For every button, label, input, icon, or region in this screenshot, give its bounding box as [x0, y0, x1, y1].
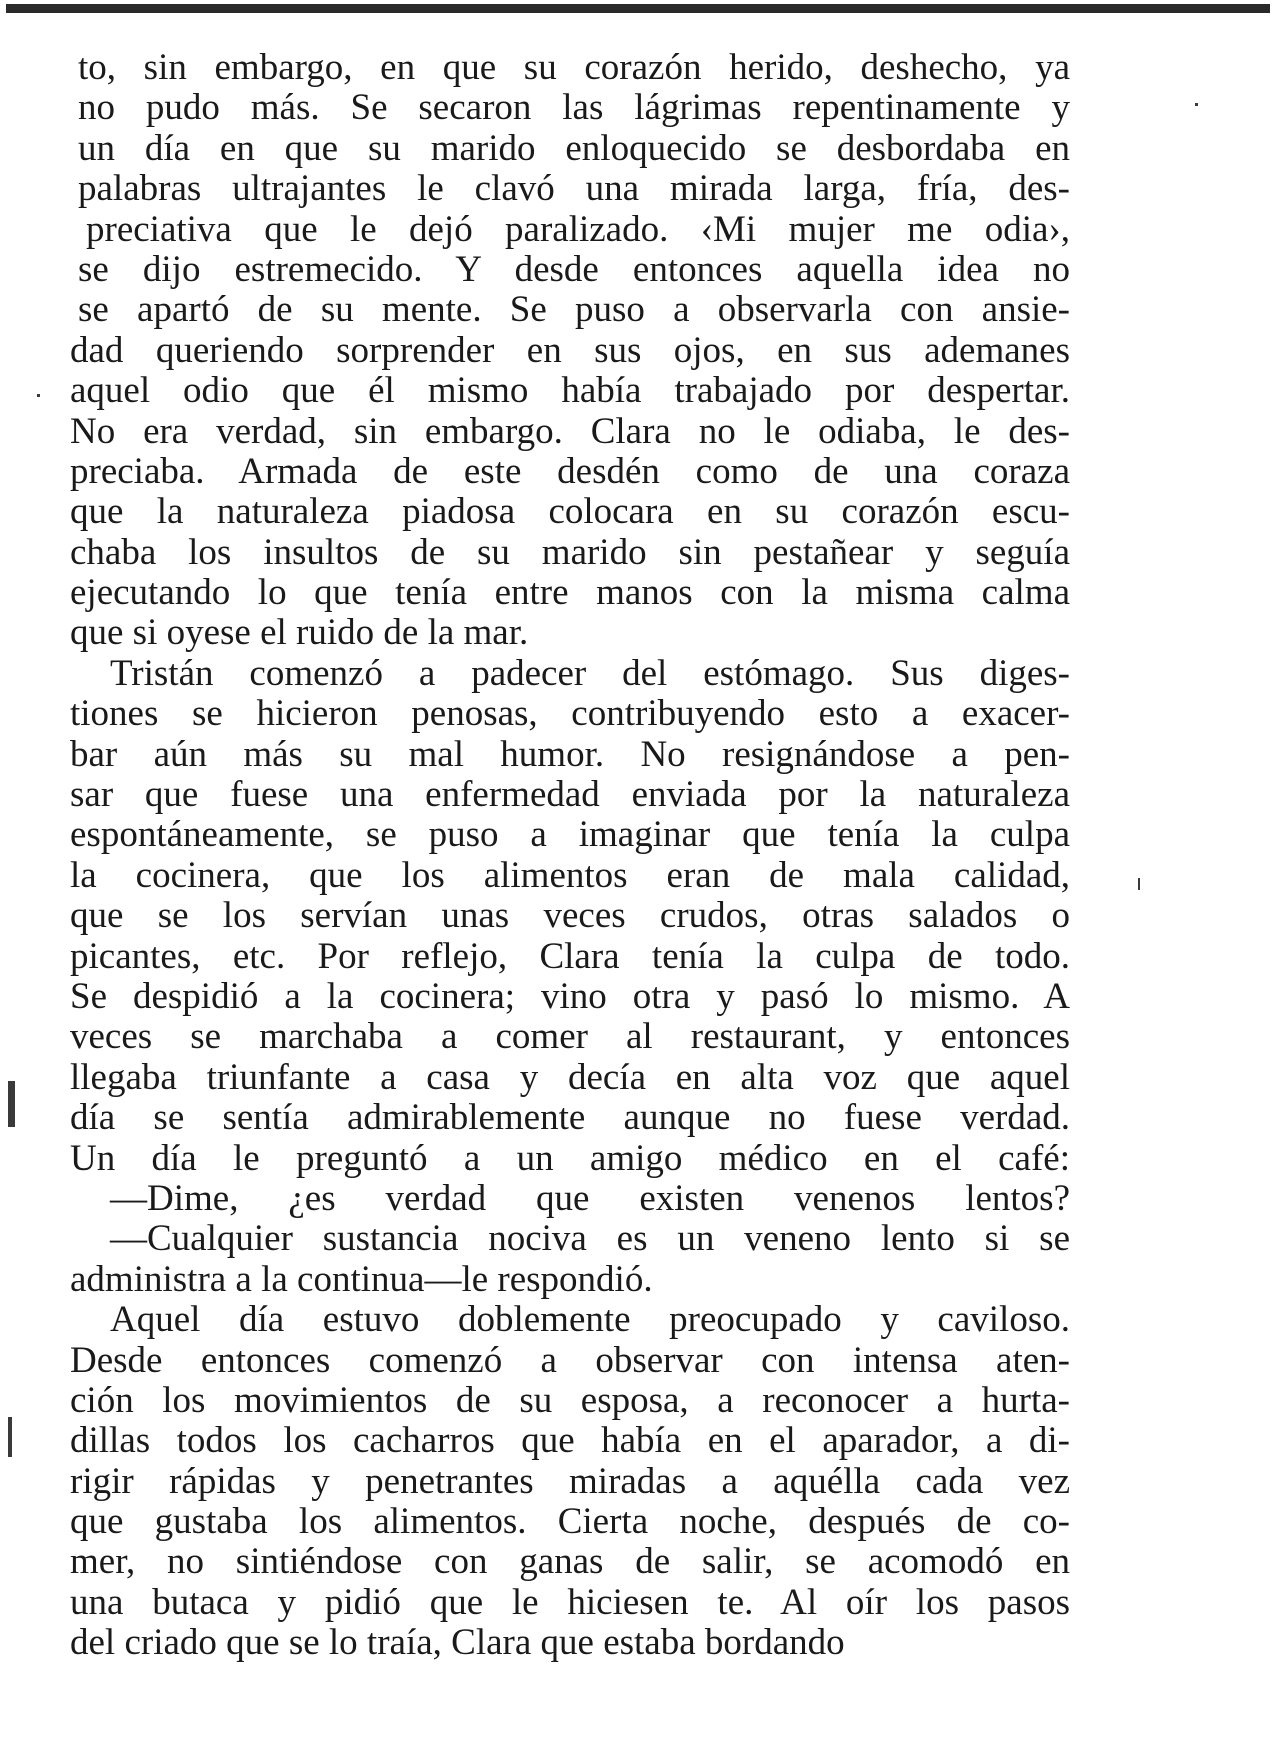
text-line: aquel odio que él mismo había trabajado por despertar.	[70, 370, 1070, 412]
body-text	[70, 48, 1070, 1664]
text-line: la cocinera, que los alimentos eran de mala calidad,	[70, 854, 1070, 896]
text-line: una butaca y pidió que le hiciesen te. Al oír los pasos	[70, 1581, 1070, 1623]
text-line: que si oyese el ruido de la mar.	[70, 612, 529, 654]
text-line: Un día le preguntó a un amigo médico en el café:	[70, 1137, 1070, 1179]
text-line: Desde entonces comenzó a observar con intensa aten-	[70, 1339, 1070, 1381]
text-line: palabras ultrajantes le clavó una mirada larga, fría, des-	[78, 168, 1070, 210]
text-line: —Dime, ¿es verdad que existen venenos lentos?	[110, 1177, 1070, 1219]
text-line: Tristán comenzó a padecer del estómago. Sus diges-	[110, 652, 1070, 694]
text-line: dad queriendo sorprender en sus ojos, en sus ademanes	[70, 329, 1070, 371]
text-line: día se sentía admirablemente aunque no fuese verdad.	[70, 1097, 1070, 1139]
text-line: chaba los insultos de su marido sin pestañear y seguía	[70, 531, 1070, 573]
top-border-rule	[6, 4, 1270, 13]
text-line: tiones se hicieron penosas, contribuyendo esto a exacer-	[70, 693, 1070, 735]
text-line: del criado que se lo traía, Clara que estaba bordando	[70, 1622, 845, 1664]
text-line: se dijo estremecido. Y desde entonces aquella idea no	[78, 248, 1070, 290]
text-line: preciativa que le dejó paralizado. ‹Mi mujer me odia›,	[86, 208, 1070, 250]
text-line: que gustaba los alimentos. Cierta noche, después de co-	[70, 1501, 1070, 1543]
text-line: Aquel día estuvo doblemente preocupado y caviloso.	[110, 1299, 1070, 1341]
text-line: administra a la continua—le respondió.	[70, 1258, 653, 1300]
text-line: dillas todos los cacharros que había en el aparador, a di-	[70, 1420, 1070, 1462]
text-line: Se despidió a la cocinera; vino otra y pasó lo mismo. A	[70, 975, 1070, 1017]
scan-mark	[37, 394, 40, 397]
text-line: picantes, etc. Por reflejo, Clara tenía la culpa de todo.	[70, 935, 1070, 977]
text-line: rigir rápidas y penetrantes miradas a aquélla cada vez	[70, 1460, 1070, 1502]
scan-mark	[8, 1417, 12, 1457]
text-line: —Cualquier sustancia nociva es un veneno lento si se	[110, 1218, 1070, 1260]
text-line: bar aún más su mal humor. No resignándose a pen-	[70, 733, 1070, 775]
text-line: llegaba triunfante a casa y decía en alta voz que aquel	[70, 1056, 1070, 1098]
text-line: veces se marchaba a comer al restaurant, y entonces	[70, 1016, 1070, 1058]
text-line: to, sin embargo, en que su corazón herido, deshecho, ya	[78, 47, 1070, 88]
text-line: no pudo más. Se secaron las lágrimas repentinamente y	[78, 87, 1070, 129]
text-line: No era verdad, sin embargo. Clara no le odiaba, le des-	[70, 410, 1070, 452]
text-line: preciaba. Armada de este desdén como de una coraza	[70, 450, 1070, 492]
text-line: sar que fuese una enfermedad enviada por la naturaleza	[70, 774, 1070, 816]
text-line: que la naturaleza piadosa colocara en su corazón escu-	[70, 491, 1070, 533]
scan-mark	[1195, 103, 1198, 106]
text-line: ejecutando lo que tenía entre manos con la misma calma	[70, 572, 1070, 614]
text-line: ción los movimientos de su esposa, a reconocer a hurta-	[70, 1379, 1070, 1421]
text-line: mer, no sintiéndose con ganas de salir, se acomodó en	[70, 1541, 1070, 1583]
scan-mark	[8, 1081, 15, 1127]
text-line: se apartó de su mente. Se puso a observarla con ansie-	[78, 289, 1070, 331]
scan-mark	[1138, 878, 1140, 890]
text-line: un día en que su marido enloquecido se desbordaba en	[78, 127, 1070, 169]
text-line: espontáneamente, se puso a imaginar que tenía la culpa	[70, 814, 1070, 856]
text-line: que se los servían unas veces crudos, otras salados o	[70, 895, 1070, 937]
